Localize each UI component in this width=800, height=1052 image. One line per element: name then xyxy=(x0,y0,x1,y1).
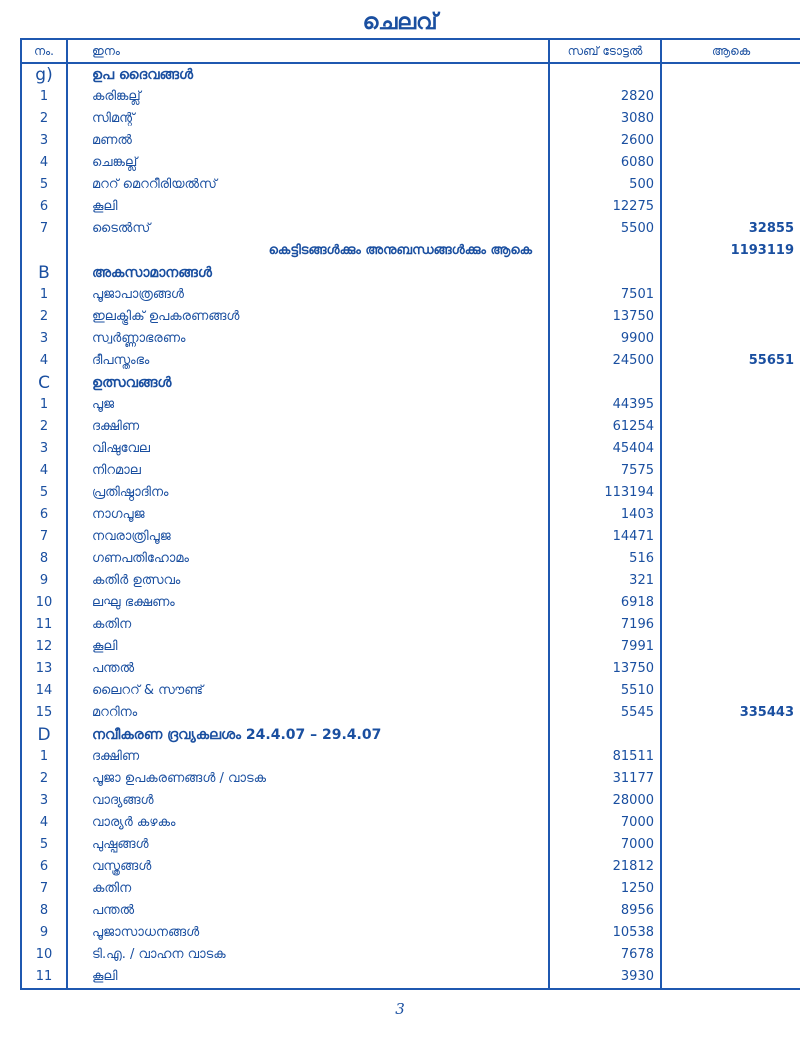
row-subtotal: 2600 xyxy=(549,130,661,152)
table-row xyxy=(21,702,800,724)
row-subtotal: 7196 xyxy=(549,614,661,636)
row-subtotal: 13750 xyxy=(549,306,661,328)
row-number: 9 xyxy=(21,570,67,592)
row-item: ഉത്സവങ്ങൾ xyxy=(67,372,549,394)
row-total xyxy=(661,944,800,966)
row-total xyxy=(661,504,800,526)
table-row xyxy=(21,878,800,900)
row-total xyxy=(661,900,800,922)
row-number: 3 xyxy=(21,130,67,152)
row-number: 15 xyxy=(21,702,67,724)
row-total xyxy=(661,768,800,790)
row-subtotal: 8956 xyxy=(549,900,661,922)
row-subtotal: 61254 xyxy=(549,416,661,438)
row-number: C xyxy=(21,372,67,394)
row-item: പന്തൽ xyxy=(67,658,549,680)
row-number: 5 xyxy=(21,174,67,196)
row-item: ലഘു ഭക്ഷണം xyxy=(67,592,549,614)
row-subtotal: 13750 xyxy=(549,658,661,680)
table-row xyxy=(21,218,800,240)
table-row xyxy=(21,306,800,328)
row-total xyxy=(661,196,800,218)
row-item: ദക്ഷിണ xyxy=(67,416,549,438)
row-item: പൂജാപാത്രങ്ങൾ xyxy=(67,284,549,306)
table-row xyxy=(21,834,800,856)
row-number: 4 xyxy=(21,812,67,834)
row-item: പുഷ്പങ്ങൾ xyxy=(67,834,549,856)
row-item: മററിനം xyxy=(67,702,549,724)
row-total xyxy=(661,108,800,130)
row-item: ദീപസ്തംഭം xyxy=(67,350,549,372)
row-total xyxy=(661,658,800,680)
row-subtotal: 500 xyxy=(549,174,661,196)
row-total: 1193119 xyxy=(661,240,800,262)
row-subtotal: 321 xyxy=(549,570,661,592)
row-number: 7 xyxy=(21,218,67,240)
row-total xyxy=(661,482,800,504)
table-row xyxy=(21,900,800,922)
row-subtotal xyxy=(549,724,661,746)
row-subtotal xyxy=(549,372,661,394)
table-row xyxy=(21,922,800,944)
row-number: 6 xyxy=(21,504,67,526)
row-number: 3 xyxy=(21,438,67,460)
row-item: നിറമാല xyxy=(67,460,549,482)
row-subtotal: 113194 xyxy=(549,482,661,504)
row-number: 1 xyxy=(21,284,67,306)
row-item: ടി.എ. / വാഹന വാടക xyxy=(67,944,549,966)
row-subtotal: 1250 xyxy=(549,878,661,900)
table-row xyxy=(21,350,800,372)
row-item: വാദ്യങ്ങൾ xyxy=(67,790,549,812)
row-total xyxy=(661,856,800,878)
row-subtotal: 2820 xyxy=(549,86,661,108)
row-total xyxy=(661,636,800,658)
row-subtotal: 7000 xyxy=(549,812,661,834)
table-row xyxy=(21,570,800,592)
row-number: 7 xyxy=(21,526,67,548)
row-item: വസ്ത്രങ്ങൾ xyxy=(67,856,549,878)
table-row xyxy=(21,614,800,636)
row-total xyxy=(661,262,800,284)
row-subtotal: 5500 xyxy=(549,218,661,240)
row-number: 10 xyxy=(21,592,67,614)
row-subtotal: 3080 xyxy=(549,108,661,130)
row-total xyxy=(661,680,800,702)
row-total xyxy=(661,548,800,570)
row-item: ടൈൽസ് xyxy=(67,218,549,240)
row-subtotal: 9900 xyxy=(549,328,661,350)
table-row xyxy=(21,592,800,614)
row-number: 9 xyxy=(21,922,67,944)
row-total xyxy=(661,63,800,86)
row-subtotal: 5510 xyxy=(549,680,661,702)
row-item: കതിന xyxy=(67,614,549,636)
row-total xyxy=(661,394,800,416)
row-item: കൂലി xyxy=(67,636,549,658)
row-number: 1 xyxy=(21,394,67,416)
table-row xyxy=(21,328,800,350)
row-total xyxy=(661,878,800,900)
row-number: 8 xyxy=(21,900,67,922)
section-row xyxy=(21,724,800,746)
row-total xyxy=(661,592,800,614)
row-number: g) xyxy=(21,63,67,86)
table-row xyxy=(21,944,800,966)
row-number: 10 xyxy=(21,944,67,966)
row-subtotal: 5545 xyxy=(549,702,661,724)
row-subtotal: 24500 xyxy=(549,350,661,372)
table-row xyxy=(21,394,800,416)
table-row xyxy=(21,130,800,152)
table-row xyxy=(21,768,800,790)
subtotal-row xyxy=(21,240,800,262)
row-total xyxy=(661,570,800,592)
section-row xyxy=(21,63,800,86)
row-item: മണൽ xyxy=(67,130,549,152)
row-item: പൂജാസാധനങ്ങൾ xyxy=(67,922,549,944)
table-row xyxy=(21,548,800,570)
row-subtotal: 28000 xyxy=(549,790,661,812)
row-subtotal: 7991 xyxy=(549,636,661,658)
row-item: പന്തൽ xyxy=(67,900,549,922)
row-total xyxy=(661,966,800,989)
row-total xyxy=(661,922,800,944)
row-item: ഇലക്ട്രിക് ഉപകരണങ്ങൾ xyxy=(67,306,549,328)
page-title: ചെലവ് xyxy=(362,10,438,35)
row-subtotal: 6080 xyxy=(549,152,661,174)
table-row xyxy=(21,86,800,108)
row-subtotal: 14471 xyxy=(549,526,661,548)
row-item: വാര്യർ കഴകം xyxy=(67,812,549,834)
row-subtotal: 1403 xyxy=(549,504,661,526)
row-subtotal: 21812 xyxy=(549,856,661,878)
row-number: 11 xyxy=(21,614,67,636)
row-subtotal: 81511 xyxy=(549,746,661,768)
row-total xyxy=(661,790,800,812)
row-item: ചെങ്കല്ല് xyxy=(67,152,549,174)
row-total xyxy=(661,306,800,328)
row-item: കതിന xyxy=(67,878,549,900)
row-subtotal: 31177 xyxy=(549,768,661,790)
table-row xyxy=(21,174,800,196)
row-number: 1 xyxy=(21,746,67,768)
row-number: 4 xyxy=(21,460,67,482)
row-number: 2 xyxy=(21,768,67,790)
row-number: B xyxy=(21,262,67,284)
table-row xyxy=(21,482,800,504)
row-number: 2 xyxy=(21,416,67,438)
row-item: വിഷുവേല xyxy=(67,438,549,460)
row-total xyxy=(661,372,800,394)
row-item: നവരാത്രിപൂജ xyxy=(67,526,549,548)
row-subtotal xyxy=(549,262,661,284)
row-number: 5 xyxy=(21,834,67,856)
table-row xyxy=(21,504,800,526)
row-item: കൂലി xyxy=(67,966,549,989)
row-subtotal: 10538 xyxy=(549,922,661,944)
row-number: 7 xyxy=(21,878,67,900)
row-number: 12 xyxy=(21,636,67,658)
row-subtotal: 7000 xyxy=(549,834,661,856)
row-subtotal: 6918 xyxy=(549,592,661,614)
row-number: 2 xyxy=(21,306,67,328)
row-subtotal xyxy=(549,63,661,86)
row-number: 3 xyxy=(21,328,67,350)
table-row xyxy=(21,812,800,834)
row-number: 4 xyxy=(21,152,67,174)
table-row xyxy=(21,108,800,130)
header-item: ഇനം xyxy=(67,39,549,63)
row-item: ലൈററ് & സൗണ്ട് xyxy=(67,680,549,702)
row-number: 3 xyxy=(21,790,67,812)
section-row xyxy=(21,262,800,284)
row-item: നാഗപൂജ xyxy=(67,504,549,526)
row-number: D xyxy=(21,724,67,746)
row-number: 1 xyxy=(21,86,67,108)
row-total: 32855 xyxy=(661,218,800,240)
row-item: മററ് മെററീരിയൽസ് xyxy=(67,174,549,196)
row-total xyxy=(661,460,800,482)
table-row xyxy=(21,746,800,768)
row-item: കൂലി xyxy=(67,196,549,218)
row-item: സ്വർണ്ണാഭരണം xyxy=(67,328,549,350)
header-total: ആകെ xyxy=(661,39,800,63)
row-total xyxy=(661,834,800,856)
row-subtotal xyxy=(549,240,661,262)
row-number xyxy=(21,240,67,262)
row-total xyxy=(661,284,800,306)
row-item: ദക്ഷിണ xyxy=(67,746,549,768)
table-row xyxy=(21,438,800,460)
row-number: 8 xyxy=(21,548,67,570)
page-number: 3 xyxy=(395,1000,405,1018)
row-item: പ്രതിഷ്ഠാദിനം xyxy=(67,482,549,504)
row-number: 13 xyxy=(21,658,67,680)
row-subtotal: 45404 xyxy=(549,438,661,460)
row-item: പൂജ xyxy=(67,394,549,416)
row-subtotal: 7575 xyxy=(549,460,661,482)
row-item: കരിങ്കല്ല് xyxy=(67,86,549,108)
table-row xyxy=(21,966,800,989)
table-row xyxy=(21,526,800,548)
table-header-row xyxy=(21,39,800,63)
row-total: 55651 xyxy=(661,350,800,372)
table-row xyxy=(21,856,800,878)
expense-table xyxy=(20,38,800,990)
row-number: 11 xyxy=(21,966,67,989)
table-row xyxy=(21,460,800,482)
table-row xyxy=(21,284,800,306)
row-total xyxy=(661,812,800,834)
row-total: 335443 xyxy=(661,702,800,724)
section-row xyxy=(21,372,800,394)
row-subtotal: 12275 xyxy=(549,196,661,218)
row-number: 6 xyxy=(21,196,67,218)
row-number: 2 xyxy=(21,108,67,130)
table-row xyxy=(21,416,800,438)
row-subtotal: 3930 xyxy=(549,966,661,989)
row-number: 4 xyxy=(21,350,67,372)
row-number: 5 xyxy=(21,482,67,504)
table-row xyxy=(21,658,800,680)
row-item: ഗണപതിഹോമം xyxy=(67,548,549,570)
row-item: ഉപ ദൈവങ്ങൾ xyxy=(67,63,549,86)
row-total xyxy=(661,174,800,196)
row-total xyxy=(661,724,800,746)
row-item: നവീകരണ ദ്രവ്യകലശം 24.4.07 – 29.4.07 xyxy=(67,724,549,746)
row-total xyxy=(661,746,800,768)
row-total xyxy=(661,614,800,636)
table-row xyxy=(21,790,800,812)
row-subtotal: 7501 xyxy=(549,284,661,306)
table-row xyxy=(21,152,800,174)
row-total xyxy=(661,130,800,152)
row-total xyxy=(661,438,800,460)
header-no: നം. xyxy=(21,39,67,63)
row-total xyxy=(661,86,800,108)
row-total xyxy=(661,328,800,350)
row-item: സിമന്റ് xyxy=(67,108,549,130)
table-row xyxy=(21,196,800,218)
row-total xyxy=(661,526,800,548)
row-number: 14 xyxy=(21,680,67,702)
table-row xyxy=(21,636,800,658)
row-total xyxy=(661,152,800,174)
row-subtotal: 44395 xyxy=(549,394,661,416)
row-total xyxy=(661,416,800,438)
row-item: അകസാമാനങ്ങൾ xyxy=(67,262,549,284)
row-item: പൂജാ ഉപകരണങ്ങൾ / വാടക xyxy=(67,768,549,790)
row-item: കെട്ടിടങ്ങൾക്കും അനുബന്ധങ്ങൾക്കും ആകെ xyxy=(67,240,549,262)
row-subtotal: 516 xyxy=(549,548,661,570)
table-row xyxy=(21,680,800,702)
row-number: 6 xyxy=(21,856,67,878)
row-subtotal: 7678 xyxy=(549,944,661,966)
header-subtotal: സബ് ടോട്ടൽ xyxy=(549,39,661,63)
row-item: കതിർ ഉത്സവം xyxy=(67,570,549,592)
